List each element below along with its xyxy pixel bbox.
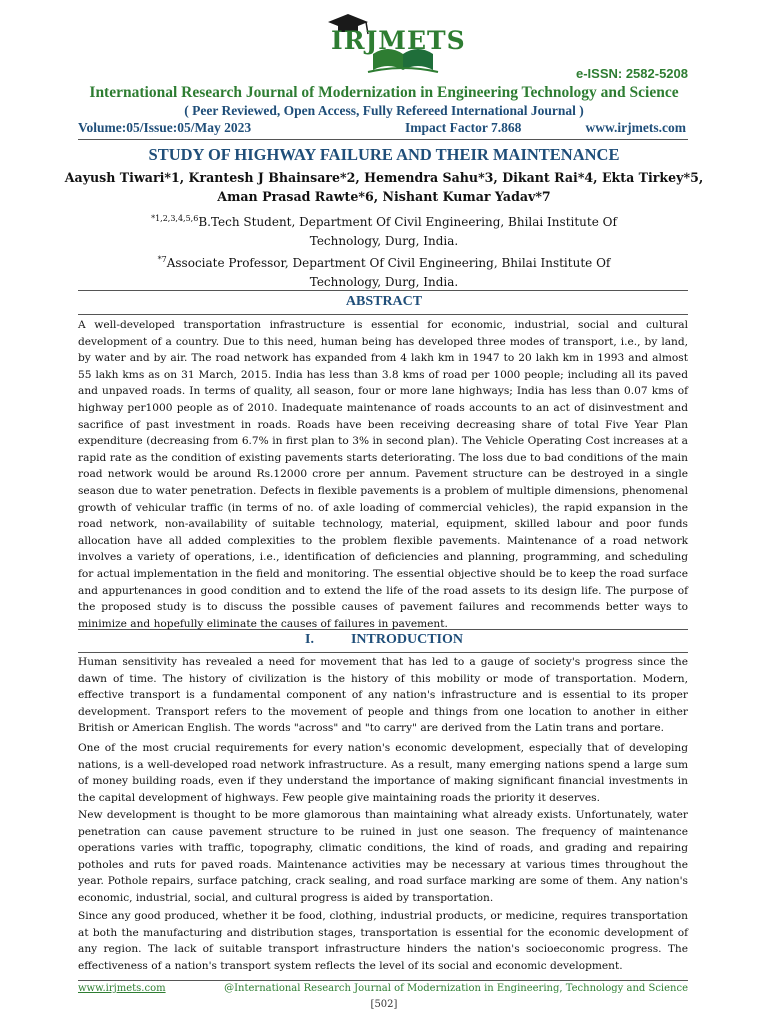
footer-divider <box>78 980 688 981</box>
intro-heading-divider <box>78 652 688 653</box>
authors-line-1: Aayush Tiwari*1, Krantesh J Bhainsare*2, Hemendra Sahu*3, Dikant Rai*4, Ekta Tirkey*5, <box>64 170 704 185</box>
abstract-top-divider <box>78 290 688 291</box>
peer-review-note: ( Peer Reviewed, Open Access, Fully Refereed International Journal ) <box>184 103 584 118</box>
impact-factor: Impact Factor 7.868 <box>405 120 522 135</box>
article-title: STUDY OF HIGHWAY FAILURE AND THEIR MAINTENANCE <box>148 145 620 164</box>
footer-website-link[interactable]: www.irjmets.com <box>78 983 166 994</box>
affiliation-2-line2: Technology, Durg, India. <box>309 275 459 289</box>
abstract-text: A well-developed transportation infrastructure is essential for economic, industrial, social and cultural development of a country. Due to this need, human being has developed three modes of transport, i.e., by land, by water and by air. The road network has expanded from 4 lakh km in 1947 to 20 lakh km in 1993 and almost 55 lakh kms as on 31 March, 2015. India has less than 3.8 kms of road per 1000 people; including all its paved and unpaved roads. In terms of quality, all season, four or more lane highways; India has less than 0.07 kms of highway per1000 people as of 2010. Inadequate maintenance of roads accounts to an act of disinvestment and sacrifice of past investment in roads. Roads have been receiving decreasing share of total Five Year Plan expenditure (decreasing from 6.7% in first plan to 3% in second plan). The Vehicle Operating Cost increases at a rapid rate as the condition of existing pavements starts deteriorating. The loss due to bad conditions of the main road network would be around Rs.12000 crore per annum. Pavement structure can be destroyed in a single season due to water penetration. Defects in flexible pavements is a problem of multiple dimensions, phenomenal growth of vehicular traffic (in terms of no. of axle loading of commercial vehicles), the rapid expansion in the road network, non-availability of suitable technology, material, equipment, skilled labour and poor funds allocation have all added complexities to the problem flexible pavements. Maintenance of a road network involves a variety of operations, i.e., identification of deficiencies and planning, programming, and scheduling for actual implementation in the field and monitoring. The essential objective should be to keep the road surface and appurtenances in good condition and to extend the life of the road assets to its design life. The purpose of the proposed study is to discuss the possible causes of pavement failures and recommends better ways to minimize and hopefully eliminate the causes of failures in pavement. <box>78 319 688 630</box>
authors-line-2: Aman Prasad Rawte*6, Nishant Kumar Yadav*7 <box>217 189 551 204</box>
introduction-number: I. <box>305 632 314 647</box>
intro-paragraph-3: New development is thought to be more glamorous than maintaining what already exists. Unfortunately, water penetration can cause pavement structure to be ruined in just one season. The frequency of maintenance operations varies with traffic, topography, climatic conditions, the kind of roads, and grading and repairing potholes and ruts for paved roads. Maintenance activities may be necessary at various times throughout the year. Pothole repairs, surface patching, crack sealing, and road surface marking are some of them. Any nation's economic, industrial, social, and cultural progress is aided by transportation. <box>78 809 688 904</box>
affiliation-1-text: B.Tech Student, Department Of Civil Engineering, Bhilai Institute Of <box>198 215 617 229</box>
introduction-title: INTRODUCTION <box>350 632 463 647</box>
intro-paragraph-2: One of the most crucial requirements for every nation's economic development, especially that of developing nations, is a well-developed road network infrastructure. As a result, many emerging nations spend a large sum of money building roads, even if they understand the importance of making significant financial investments in the capital development of highways. Few people give maintaining roads the priority it deserves. <box>78 742 688 804</box>
introduction-heading <box>0 632 768 648</box>
abstract-heading: ABSTRACT <box>345 294 423 309</box>
header-divider <box>78 139 688 140</box>
affiliation-1 <box>80 209 688 251</box>
affiliation-2-text: Associate Professor, Department Of Civil Engineering, Bhilai Institute Of <box>166 256 611 270</box>
affiliation-1-line2: Technology, Durg, India. <box>309 234 459 248</box>
page-number: [502] <box>370 999 398 1010</box>
journal-name: International Research Journal of Modernization in Engineering Technology and Science <box>89 84 679 101</box>
affiliation-2 <box>80 250 688 292</box>
intro-paragraph-1: Human sensitivity has revealed a need for movement that has led to a gauge of society's progress since the dawn of time. The history of civilization is the history of this mobility or mode of transportation. Modern, effective transport is a fundamental component of any nation's infrastructure and is essential to its proper development. Transport refers to the movement of people and things from one location to another in either British or American English. The words "across" and "to carry" are derived from the Latin trans and portare. <box>78 656 688 735</box>
volume-issue: Volume:05/Issue:05/May 2023 <box>78 120 252 135</box>
journal-website[interactable]: www.irjmets.com <box>585 120 686 135</box>
eissn: e-ISSN: 2582-5208 <box>575 66 688 81</box>
footer-copyright: @International Research Journal of Modernization in Engineering, Technology and Science <box>224 983 688 994</box>
author-list <box>60 168 708 206</box>
logo-text: IRJMETS <box>331 26 466 55</box>
affiliation-2-marker: *7 <box>157 255 167 264</box>
affiliation-1-marker: *1,2,3,4,5,6 <box>151 214 199 223</box>
intro-top-divider <box>78 629 688 630</box>
issue-info-row <box>78 120 686 136</box>
abstract-heading-divider <box>78 314 688 315</box>
intro-paragraph-4: Since any good produced, whether it be food, clothing, industrial products, or medicine, requires transportation at both the manufacturing and distribution stages, transportation is essential for the economic development of any region. The lack of suitable transport infrastructure hinders the nation's socioeconomic progress. The effectiveness of a nation's transport system reflects the level of its social and economic development. <box>78 910 688 972</box>
